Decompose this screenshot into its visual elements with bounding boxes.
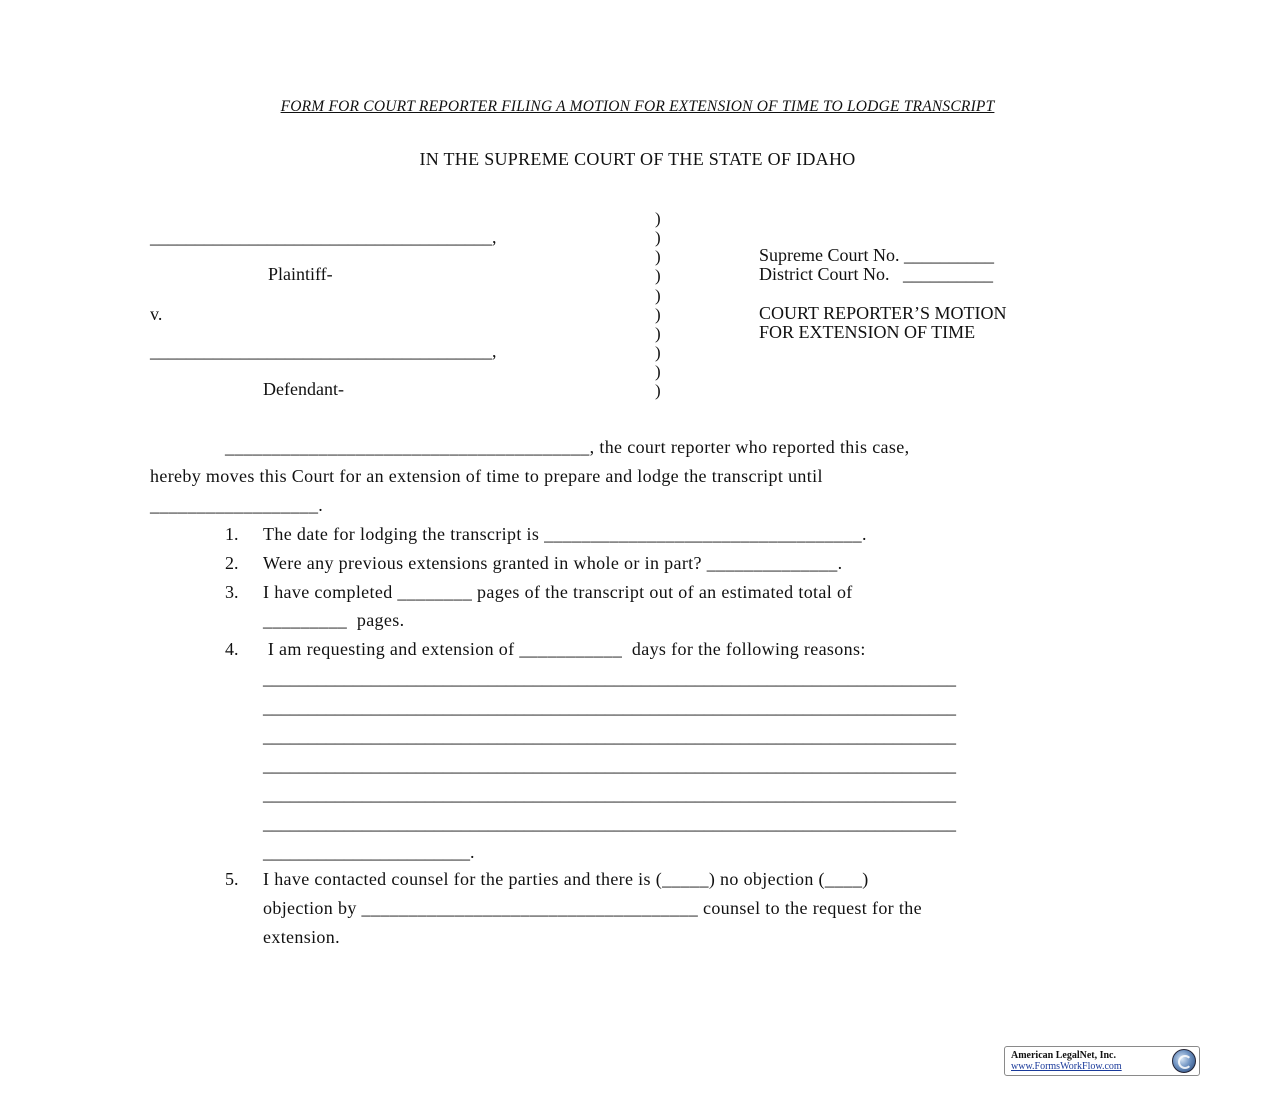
american-legalnet-logo[interactable] [1004,1046,1200,1076]
reason-line-last: _______________________. [263,842,475,862]
caption-paren: ) [655,266,661,285]
plaintiff-name-line: ______________________________________, [150,227,497,247]
reason-line: _____________________________________________________________________________ [263,755,956,775]
supreme-court-number: Supreme Court No. __________ [759,245,994,265]
caption-paren: ) [655,286,661,305]
caption-paren: ) [655,324,661,343]
caption-paren: ) [655,362,661,381]
item-text: I have completed ________ pages of the transcript out of an estimated total of [263,582,853,602]
intro-line-1: _______________________________________, the court reporter who reported this case, [225,437,910,457]
caption-paren: ) [655,247,661,266]
reason-line: _____________________________________________________________________________ [263,697,956,717]
item-number: 2. [225,553,239,573]
intro-line-2: hereby moves this Court for an extension of time to prepare and lodge the transcript until [150,466,823,486]
footer-company: American LegalNet, Inc. [1011,1050,1116,1061]
form-title: FORM FOR COURT REPORTER FILING A MOTION FOR EXTENSION OF TIME TO LODGE TRANSCRIPT [280,98,995,115]
item-number: 4. [225,639,239,659]
motion-title-line-2: FOR EXTENSION OF TIME [759,322,976,342]
defendant-label: Defendant- [263,379,344,399]
motion-title-line-1: COURT REPORTER’S MOTION [759,303,1007,323]
item-text: Were any previous extensions granted in whole or in part? ______________. [263,553,843,573]
caption-paren: ) [655,343,661,362]
item-number: 3. [225,582,239,602]
versus-label: v. [150,304,163,324]
item-number: 1. [225,524,239,544]
item-text: I have contacted counsel for the parties and there is (_____) no objection (____) [263,869,869,889]
item-text: I am requesting and extension of ___________ days for the following reasons: [263,639,866,659]
item-text-continued: _________ pages. [263,610,405,630]
defendant-name-line: ______________________________________, [150,341,497,361]
caption-paren: ) [655,209,661,228]
caption-paren: ) [655,228,661,247]
item-text: The date for lodging the transcript is __________________________________. [263,524,867,544]
caption-paren: ) [655,381,661,400]
reason-line: _____________________________________________________________________________ [263,726,956,746]
reason-line: _____________________________________________________________________________ [263,668,956,688]
item-number: 5. [225,869,239,889]
intro-line-3: __________________. [150,495,324,515]
court-title: IN THE SUPREME COURT OF THE STATE OF IDAHO [419,149,856,169]
item-text-continued-2: extension. [263,927,340,947]
caption-paren: ) [655,305,661,324]
district-court-number: District Court No. __________ [759,264,993,284]
globe-icon [1172,1049,1196,1073]
reason-line: _____________________________________________________________________________ [263,813,956,833]
reason-line: _____________________________________________________________________________ [263,784,956,804]
footer-url-link[interactable]: www.FormsWorkFlow.com [1011,1061,1122,1072]
item-text-continued: objection by ____________________________________ counsel to the request for the [263,898,922,918]
plaintiff-label: Plaintiff- [268,264,333,284]
